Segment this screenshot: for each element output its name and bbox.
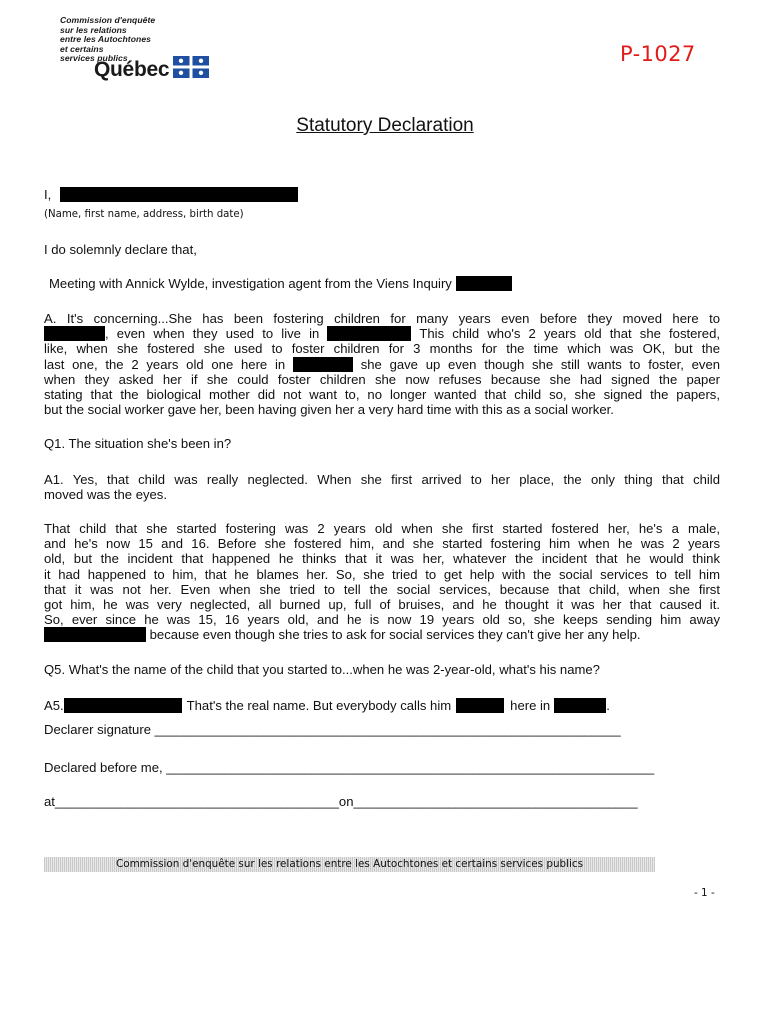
paragraph-line: got him, he was very neglected, all burned up, full of bruises, and he thought it was her that caused it.: [44, 597, 720, 613]
meeting-line: [49, 276, 512, 291]
redaction-box: [456, 698, 504, 713]
redaction-box: [44, 326, 105, 341]
org-line: et certains: [60, 43, 104, 54]
at-on-line[interactable]: at_______________________________________on_______________________________________: [44, 794, 638, 809]
paragraph-line: when they asked her if she could foster children she now refuses because she had signed the paper: [44, 371, 720, 387]
a5-prefix: A5.: [44, 698, 64, 713]
paragraph-line: That child that she started fostering was 2 years old when she first started fostered her, he's a male,: [44, 521, 720, 536]
paragraph-line: that it was not her. Even when she tried to tell the social services, because that child, when she first: [44, 581, 720, 597]
paragraph-line: moved was the eyes.: [44, 487, 167, 503]
text-fragment: last one, the 2 years old one here in: [44, 356, 286, 372]
redaction-box: [64, 698, 182, 713]
paragraph-a: [44, 311, 720, 417]
quebec-logo: [94, 56, 209, 83]
meeting-text: Meeting with Annick Wylde, investigation agent from the Viens Inquiry: [49, 276, 452, 291]
paragraph-line: [44, 326, 720, 341]
paragraph-line: and he's now 15 and 16. Before she fostered him, and she started fostering him when he was 2 years: [44, 536, 720, 552]
org-line: entre les Autochtones: [60, 34, 151, 45]
text-fragment: she gave up even though she still wants to foster, even: [360, 356, 721, 372]
a5-here-in: here in: [510, 698, 551, 713]
redaction-box: [293, 357, 353, 372]
paragraph-line: A. It's concerning...She has been fostering children for many years even before they moved here to: [44, 311, 720, 326]
question-1: Q1. The situation she's been in?: [44, 436, 232, 451]
paragraph-line: old, but the incident that happened he thinks that it was her, whatever the incident that he would think: [44, 551, 720, 567]
declarant-prefix: I,: [44, 187, 52, 202]
fleur-de-lis-flag-icon: [173, 56, 209, 83]
paragraph-line: So, ever since he was 15, 16 years old, and he is now 19 years old so, she keeps sending him away: [44, 612, 720, 628]
document-title: Statutory Declaration: [296, 115, 474, 136]
paragraph-line: [44, 357, 720, 372]
declarer-signature-line[interactable]: Declarer signature ________________________________________________________________: [44, 722, 621, 737]
redaction-box: [456, 276, 512, 291]
org-line: services publics: [60, 53, 128, 64]
solemnly-declare: I do solemnly declare that,: [44, 242, 197, 257]
paragraph-child: [44, 521, 720, 643]
answer-1: [44, 472, 720, 502]
exhibit-number: P-1027: [620, 42, 696, 66]
page-number: - 1 -: [694, 887, 715, 899]
text-fragment: because even though she tries to ask for social services they can't give her any help.: [149, 627, 641, 643]
paragraph-line: A1. Yes, that child was really neglected. When she first arrived to her place, the only thing that child: [44, 472, 720, 487]
org-line: Commission d'enquête: [60, 15, 156, 25]
paragraph-line: stating that the biological mother did not want to, no longer wanted that child so, she signed the papers,: [44, 387, 720, 403]
text-fragment: This child who's 2 years old that she fostered,: [419, 326, 720, 342]
answer-5: [44, 698, 610, 713]
paragraph-line: like, when she fostered she used to foster children for 3 months for the time which was OK, but the: [44, 341, 720, 357]
declared-before-line[interactable]: Declared before me, ___________________________________________________________________: [44, 760, 655, 775]
declarant-hint: (Name, first name, address, birth date): [44, 209, 244, 220]
a5-end: .: [606, 698, 610, 713]
paragraph-line: it had happened to him, that he blames her. So, she tried to get help with the social services to tell him: [44, 566, 720, 582]
redaction-box: [44, 627, 146, 642]
redaction-box: [327, 326, 411, 341]
text-fragment: , even when they used to live in: [105, 326, 320, 342]
quebec-wordmark: Québec: [94, 57, 170, 81]
org-line: sur les relations: [60, 24, 127, 35]
question-5: Q5. What's the name of the child that you started to...when he was 2-year-old, what's his name?: [44, 662, 600, 677]
a5-text: That's the real name. But everybody calls him: [186, 698, 452, 713]
paragraph-line: but the social worker gave her, been having given her a very hard time with this as a social worker.: [44, 402, 614, 418]
declarant-line: [44, 187, 298, 202]
redaction-box: [554, 698, 606, 713]
paragraph-line: [44, 627, 720, 642]
redaction-box: [60, 187, 298, 202]
footer-text: Commission d'enquête sur les relations entre les Autochtones et certains services publics: [115, 858, 584, 870]
